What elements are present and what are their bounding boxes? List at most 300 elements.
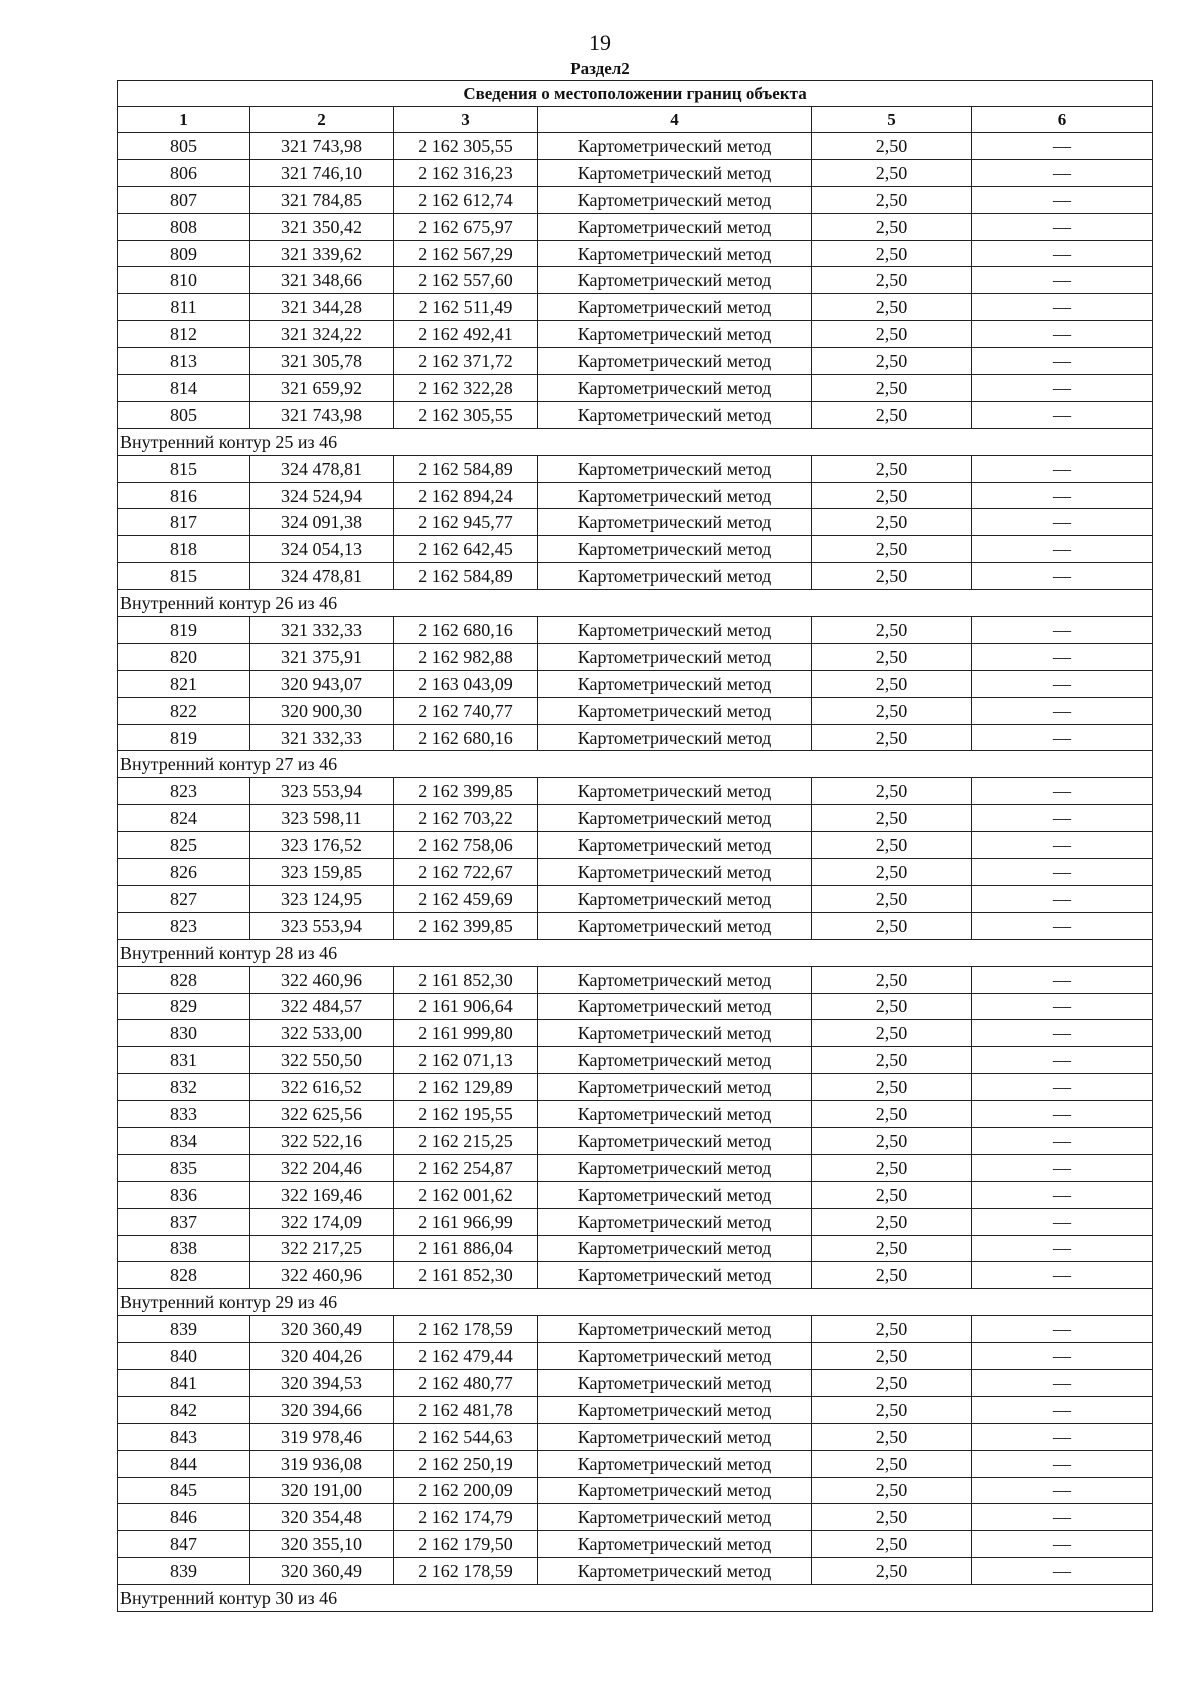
point-number-cell: 835 [118, 1154, 250, 1181]
dash-cell: — [972, 563, 1153, 590]
dash-cell: — [972, 1558, 1153, 1585]
contour-row [118, 1289, 1153, 1316]
accuracy-cell: 2,50 [812, 859, 972, 886]
y-coordinate-cell: 2 162 178,59 [394, 1558, 538, 1585]
x-coordinate-cell: 321 659,92 [250, 375, 394, 402]
x-coordinate-cell: 322 460,96 [250, 1262, 394, 1289]
y-coordinate-cell: 2 162 305,55 [394, 133, 538, 160]
table-row [118, 1047, 1153, 1074]
table-row [118, 401, 1153, 428]
point-number-cell: 836 [118, 1181, 250, 1208]
method-cell: Картометрический метод [538, 401, 812, 428]
table-header-row [118, 107, 1153, 133]
accuracy-cell: 2,50 [812, 536, 972, 563]
y-coordinate-cell: 2 162 459,69 [394, 885, 538, 912]
y-coordinate-cell: 2 161 966,99 [394, 1208, 538, 1235]
accuracy-cell: 2,50 [812, 321, 972, 348]
table-row [118, 509, 1153, 536]
table-row [118, 912, 1153, 939]
dash-cell: — [972, 1504, 1153, 1531]
method-cell: Картометрический метод [538, 778, 812, 805]
method-cell: Картометрический метод [538, 1235, 812, 1262]
accuracy-cell: 2,50 [812, 832, 972, 859]
accuracy-cell: 2,50 [812, 1531, 972, 1558]
table-row [118, 1154, 1153, 1181]
method-cell: Картометрический метод [538, 805, 812, 832]
table-row [118, 1558, 1153, 1585]
dash-cell: — [972, 1235, 1153, 1262]
table-row [118, 1101, 1153, 1128]
x-coordinate-cell: 320 360,49 [250, 1558, 394, 1585]
dash-cell: — [972, 1020, 1153, 1047]
table-row [118, 321, 1153, 348]
dash-cell: — [972, 993, 1153, 1020]
x-coordinate-cell: 322 460,96 [250, 966, 394, 993]
x-coordinate-cell: 324 478,81 [250, 563, 394, 590]
y-coordinate-cell: 2 162 481,78 [394, 1396, 538, 1423]
x-coordinate-cell: 321 339,62 [250, 240, 394, 267]
dash-cell: — [972, 805, 1153, 832]
accuracy-cell: 2,50 [812, 1316, 972, 1343]
method-cell: Картометрический метод [538, 1531, 812, 1558]
accuracy-cell: 2,50 [812, 294, 972, 321]
y-coordinate-cell: 2 162 511,49 [394, 294, 538, 321]
x-coordinate-cell: 323 553,94 [250, 912, 394, 939]
dash-cell: — [972, 375, 1153, 402]
y-coordinate-cell: 2 162 250,19 [394, 1450, 538, 1477]
table-row [118, 1343, 1153, 1370]
method-cell: Картометрический метод [538, 643, 812, 670]
y-coordinate-cell: 2 161 906,64 [394, 993, 538, 1020]
point-number-cell: 819 [118, 724, 250, 751]
boundary-coordinates-table [117, 80, 1153, 1612]
column-header: 5 [812, 107, 972, 133]
dash-cell: — [972, 1208, 1153, 1235]
y-coordinate-cell: 2 162 703,22 [394, 805, 538, 832]
y-coordinate-cell: 2 162 316,23 [394, 159, 538, 186]
x-coordinate-cell: 320 354,48 [250, 1504, 394, 1531]
contour-row [118, 1585, 1153, 1612]
accuracy-cell: 2,50 [812, 617, 972, 644]
dash-cell: — [972, 1101, 1153, 1128]
method-cell: Картометрический метод [538, 670, 812, 697]
y-coordinate-cell: 2 162 195,55 [394, 1101, 538, 1128]
accuracy-cell: 2,50 [812, 1020, 972, 1047]
accuracy-cell: 2,50 [812, 1074, 972, 1101]
method-cell: Картометрический метод [538, 1423, 812, 1450]
table-row [118, 805, 1153, 832]
table-row [118, 186, 1153, 213]
method-cell: Картометрический метод [538, 697, 812, 724]
dash-cell: — [972, 1343, 1153, 1370]
y-coordinate-cell: 2 161 852,30 [394, 966, 538, 993]
y-coordinate-cell: 2 162 557,60 [394, 267, 538, 294]
y-coordinate-cell: 2 163 043,09 [394, 670, 538, 697]
method-cell: Картометрический метод [538, 536, 812, 563]
point-number-cell: 805 [118, 401, 250, 428]
point-number-cell: 826 [118, 859, 250, 886]
contour-row [118, 751, 1153, 778]
contour-label: Внутренний контур 26 из 46 [118, 590, 1153, 617]
y-coordinate-cell: 2 162 722,67 [394, 859, 538, 886]
point-number-cell: 807 [118, 186, 250, 213]
y-coordinate-cell: 2 162 071,13 [394, 1047, 538, 1074]
x-coordinate-cell: 321 375,91 [250, 643, 394, 670]
column-header: 4 [538, 107, 812, 133]
table-row [118, 536, 1153, 563]
y-coordinate-cell: 2 162 179,50 [394, 1531, 538, 1558]
contour-label: Внутренний контур 28 из 46 [118, 939, 1153, 966]
table-row [118, 1531, 1153, 1558]
table-row [118, 455, 1153, 482]
table-row [118, 670, 1153, 697]
y-coordinate-cell: 2 161 852,30 [394, 1262, 538, 1289]
table-row [118, 294, 1153, 321]
point-number-cell: 823 [118, 912, 250, 939]
method-cell: Картометрический метод [538, 1074, 812, 1101]
x-coordinate-cell: 323 176,52 [250, 832, 394, 859]
point-number-cell: 833 [118, 1101, 250, 1128]
point-number-cell: 811 [118, 294, 250, 321]
method-cell: Картометрический метод [538, 1047, 812, 1074]
contour-row [118, 590, 1153, 617]
point-number-cell: 818 [118, 536, 250, 563]
table-row [118, 1423, 1153, 1450]
y-coordinate-cell: 2 162 305,55 [394, 401, 538, 428]
x-coordinate-cell: 323 553,94 [250, 778, 394, 805]
accuracy-cell: 2,50 [812, 1504, 972, 1531]
method-cell: Картометрический метод [538, 832, 812, 859]
method-cell: Картометрический метод [538, 186, 812, 213]
dash-cell: — [972, 643, 1153, 670]
dash-cell: — [972, 697, 1153, 724]
dash-cell: — [972, 1450, 1153, 1477]
accuracy-cell: 2,50 [812, 1558, 972, 1585]
y-coordinate-cell: 2 162 945,77 [394, 509, 538, 536]
y-coordinate-cell: 2 162 200,09 [394, 1477, 538, 1504]
x-coordinate-cell: 322 550,50 [250, 1047, 394, 1074]
accuracy-cell: 2,50 [812, 1181, 972, 1208]
x-coordinate-cell: 323 124,95 [250, 885, 394, 912]
method-cell: Картометрический метод [538, 1477, 812, 1504]
accuracy-cell: 2,50 [812, 778, 972, 805]
x-coordinate-cell: 320 191,00 [250, 1477, 394, 1504]
dash-cell: — [972, 778, 1153, 805]
point-number-cell: 810 [118, 267, 250, 294]
page-number: 19 [589, 30, 611, 55]
accuracy-cell: 2,50 [812, 1154, 972, 1181]
table-row [118, 482, 1153, 509]
method-cell: Картометрический метод [538, 321, 812, 348]
y-coordinate-cell: 2 162 567,29 [394, 240, 538, 267]
accuracy-cell: 2,50 [812, 966, 972, 993]
y-coordinate-cell: 2 162 371,72 [394, 348, 538, 375]
table-row [118, 1396, 1153, 1423]
x-coordinate-cell: 324 478,81 [250, 455, 394, 482]
y-coordinate-cell: 2 162 174,79 [394, 1504, 538, 1531]
accuracy-cell: 2,50 [812, 1343, 972, 1370]
accuracy-cell: 2,50 [812, 724, 972, 751]
method-cell: Картометрический метод [538, 294, 812, 321]
point-number-cell: 828 [118, 1262, 250, 1289]
table-row [118, 563, 1153, 590]
table-row [118, 724, 1153, 751]
x-coordinate-cell: 322 169,46 [250, 1181, 394, 1208]
dash-cell: — [972, 240, 1153, 267]
accuracy-cell: 2,50 [812, 348, 972, 375]
accuracy-cell: 2,50 [812, 401, 972, 428]
point-number-cell: 823 [118, 778, 250, 805]
x-coordinate-cell: 324 054,13 [250, 536, 394, 563]
x-coordinate-cell: 323 159,85 [250, 859, 394, 886]
x-coordinate-cell: 321 324,22 [250, 321, 394, 348]
point-number-cell: 812 [118, 321, 250, 348]
table-row [118, 240, 1153, 267]
y-coordinate-cell: 2 162 254,87 [394, 1154, 538, 1181]
y-coordinate-cell: 2 162 001,62 [394, 1181, 538, 1208]
method-cell: Картометрический метод [538, 966, 812, 993]
dash-cell: — [972, 1154, 1153, 1181]
x-coordinate-cell: 320 394,53 [250, 1369, 394, 1396]
accuracy-cell: 2,50 [812, 213, 972, 240]
accuracy-cell: 2,50 [812, 455, 972, 482]
y-coordinate-cell: 2 162 680,16 [394, 724, 538, 751]
table-row [118, 697, 1153, 724]
x-coordinate-cell: 320 394,66 [250, 1396, 394, 1423]
y-coordinate-cell: 2 162 215,25 [394, 1127, 538, 1154]
table-row [118, 1369, 1153, 1396]
point-number-cell: 845 [118, 1477, 250, 1504]
method-cell: Картометрический метод [538, 159, 812, 186]
table-row [118, 1477, 1153, 1504]
y-coordinate-cell: 2 162 680,16 [394, 617, 538, 644]
dash-cell: — [972, 294, 1153, 321]
point-number-cell: 827 [118, 885, 250, 912]
accuracy-cell: 2,50 [812, 509, 972, 536]
x-coordinate-cell: 321 344,28 [250, 294, 394, 321]
method-cell: Картометрический метод [538, 1558, 812, 1585]
x-coordinate-cell: 320 360,49 [250, 1316, 394, 1343]
dash-cell: — [972, 401, 1153, 428]
x-coordinate-cell: 321 332,33 [250, 724, 394, 751]
method-cell: Картометрический метод [538, 213, 812, 240]
dash-cell: — [972, 321, 1153, 348]
table-row [118, 617, 1153, 644]
x-coordinate-cell: 322 522,16 [250, 1127, 394, 1154]
table-row [118, 1262, 1153, 1289]
point-number-cell: 819 [118, 617, 250, 644]
table-row [118, 1450, 1153, 1477]
y-coordinate-cell: 2 162 584,89 [394, 563, 538, 590]
y-coordinate-cell: 2 162 479,44 [394, 1343, 538, 1370]
table-row [118, 778, 1153, 805]
dash-cell: — [972, 1047, 1153, 1074]
accuracy-cell: 2,50 [812, 1477, 972, 1504]
x-coordinate-cell: 321 332,33 [250, 617, 394, 644]
x-coordinate-cell: 321 743,98 [250, 133, 394, 160]
table-row [118, 1504, 1153, 1531]
accuracy-cell: 2,50 [812, 1423, 972, 1450]
table-body [118, 133, 1153, 1612]
table-row [118, 643, 1153, 670]
point-number-cell: 817 [118, 509, 250, 536]
x-coordinate-cell: 323 598,11 [250, 805, 394, 832]
y-coordinate-cell: 2 162 480,77 [394, 1369, 538, 1396]
x-coordinate-cell: 322 616,52 [250, 1074, 394, 1101]
y-coordinate-cell: 2 161 886,04 [394, 1235, 538, 1262]
x-coordinate-cell: 324 091,38 [250, 509, 394, 536]
x-coordinate-cell: 321 305,78 [250, 348, 394, 375]
method-cell: Картометрический метод [538, 455, 812, 482]
x-coordinate-cell: 321 784,85 [250, 186, 394, 213]
dash-cell: — [972, 859, 1153, 886]
accuracy-cell: 2,50 [812, 912, 972, 939]
method-cell: Картометрический метод [538, 482, 812, 509]
y-coordinate-cell: 2 162 584,89 [394, 455, 538, 482]
table-row [118, 213, 1153, 240]
point-number-cell: 831 [118, 1047, 250, 1074]
method-cell: Картометрический метод [538, 912, 812, 939]
point-number-cell: 847 [118, 1531, 250, 1558]
dash-cell: — [972, 186, 1153, 213]
method-cell: Картометрический метод [538, 1316, 812, 1343]
x-coordinate-cell: 322 204,46 [250, 1154, 394, 1181]
method-cell: Картометрический метод [538, 859, 812, 886]
point-number-cell: 828 [118, 966, 250, 993]
dash-cell: — [972, 1396, 1153, 1423]
point-number-cell: 820 [118, 643, 250, 670]
point-number-cell: 839 [118, 1558, 250, 1585]
table-row [118, 348, 1153, 375]
contour-label: Внутренний контур 25 из 46 [118, 428, 1153, 455]
x-coordinate-cell: 322 625,56 [250, 1101, 394, 1128]
column-header: 3 [394, 107, 538, 133]
table-row [118, 993, 1153, 1020]
point-number-cell: 816 [118, 482, 250, 509]
y-coordinate-cell: 2 162 758,06 [394, 832, 538, 859]
dash-cell: — [972, 1127, 1153, 1154]
y-coordinate-cell: 2 162 740,77 [394, 697, 538, 724]
dash-cell: — [972, 159, 1153, 186]
method-cell: Картометрический метод [538, 1343, 812, 1370]
table-row [118, 832, 1153, 859]
x-coordinate-cell: 320 404,26 [250, 1343, 394, 1370]
dash-cell: — [972, 885, 1153, 912]
dash-cell: — [972, 455, 1153, 482]
point-number-cell: 815 [118, 455, 250, 482]
accuracy-cell: 2,50 [812, 1450, 972, 1477]
dash-cell: — [972, 1262, 1153, 1289]
accuracy-cell: 2,50 [812, 1101, 972, 1128]
point-number-cell: 821 [118, 670, 250, 697]
accuracy-cell: 2,50 [812, 563, 972, 590]
method-cell: Картометрический метод [538, 1181, 812, 1208]
method-cell: Картометрический метод [538, 1127, 812, 1154]
point-number-cell: 825 [118, 832, 250, 859]
y-coordinate-cell: 2 162 399,85 [394, 912, 538, 939]
table-row [118, 859, 1153, 886]
point-number-cell: 805 [118, 133, 250, 160]
contour-row [118, 428, 1153, 455]
column-header: 2 [250, 107, 394, 133]
point-number-cell: 837 [118, 1208, 250, 1235]
dash-cell: — [972, 1423, 1153, 1450]
method-cell: Картометрический метод [538, 348, 812, 375]
table-caption: Сведения о местоположении границ объекта [118, 81, 1153, 107]
dash-cell: — [972, 1531, 1153, 1558]
table-row [118, 1127, 1153, 1154]
method-cell: Картометрический метод [538, 133, 812, 160]
method-cell: Картометрический метод [538, 885, 812, 912]
accuracy-cell: 2,50 [812, 697, 972, 724]
table-row [118, 1020, 1153, 1047]
point-number-cell: 824 [118, 805, 250, 832]
point-number-cell: 806 [118, 159, 250, 186]
method-cell: Картометрический метод [538, 509, 812, 536]
method-cell: Картометрический метод [538, 1450, 812, 1477]
point-number-cell: 832 [118, 1074, 250, 1101]
y-coordinate-cell: 2 162 178,59 [394, 1316, 538, 1343]
method-cell: Картометрический метод [538, 267, 812, 294]
accuracy-cell: 2,50 [812, 240, 972, 267]
x-coordinate-cell: 322 533,00 [250, 1020, 394, 1047]
accuracy-cell: 2,50 [812, 267, 972, 294]
dash-cell: — [972, 832, 1153, 859]
accuracy-cell: 2,50 [812, 1047, 972, 1074]
table-row [118, 133, 1153, 160]
accuracy-cell: 2,50 [812, 670, 972, 697]
x-coordinate-cell: 321 743,98 [250, 401, 394, 428]
contour-label: Внутренний контур 27 из 46 [118, 751, 1153, 778]
point-number-cell: 838 [118, 1235, 250, 1262]
method-cell: Картометрический метод [538, 240, 812, 267]
y-coordinate-cell: 2 162 492,41 [394, 321, 538, 348]
accuracy-cell: 2,50 [812, 1262, 972, 1289]
point-number-cell: 846 [118, 1504, 250, 1531]
x-coordinate-cell: 322 484,57 [250, 993, 394, 1020]
dash-cell: — [972, 536, 1153, 563]
contour-label: Внутренний контур 30 из 46 [118, 1585, 1153, 1612]
accuracy-cell: 2,50 [812, 993, 972, 1020]
method-cell: Картометрический метод [538, 1101, 812, 1128]
accuracy-cell: 2,50 [812, 1369, 972, 1396]
contour-label: Внутренний контур 29 из 46 [118, 1289, 1153, 1316]
table-row [118, 1235, 1153, 1262]
dash-cell: — [972, 966, 1153, 993]
table-caption-row [118, 81, 1153, 107]
accuracy-cell: 2,50 [812, 643, 972, 670]
accuracy-cell: 2,50 [812, 159, 972, 186]
accuracy-cell: 2,50 [812, 133, 972, 160]
dash-cell: — [972, 912, 1153, 939]
column-header: 6 [972, 107, 1153, 133]
method-cell: Картометрический метод [538, 1504, 812, 1531]
method-cell: Картометрический метод [538, 1154, 812, 1181]
table-row [118, 1074, 1153, 1101]
dash-cell: — [972, 670, 1153, 697]
dash-cell: — [972, 1369, 1153, 1396]
y-coordinate-cell: 2 162 129,89 [394, 1074, 538, 1101]
dash-cell: — [972, 724, 1153, 751]
column-header: 1 [118, 107, 250, 133]
table-row [118, 885, 1153, 912]
point-number-cell: 839 [118, 1316, 250, 1343]
point-number-cell: 815 [118, 563, 250, 590]
contour-row [118, 939, 1153, 966]
dash-cell: — [972, 267, 1153, 294]
point-number-cell: 834 [118, 1127, 250, 1154]
method-cell: Картометрический метод [538, 375, 812, 402]
